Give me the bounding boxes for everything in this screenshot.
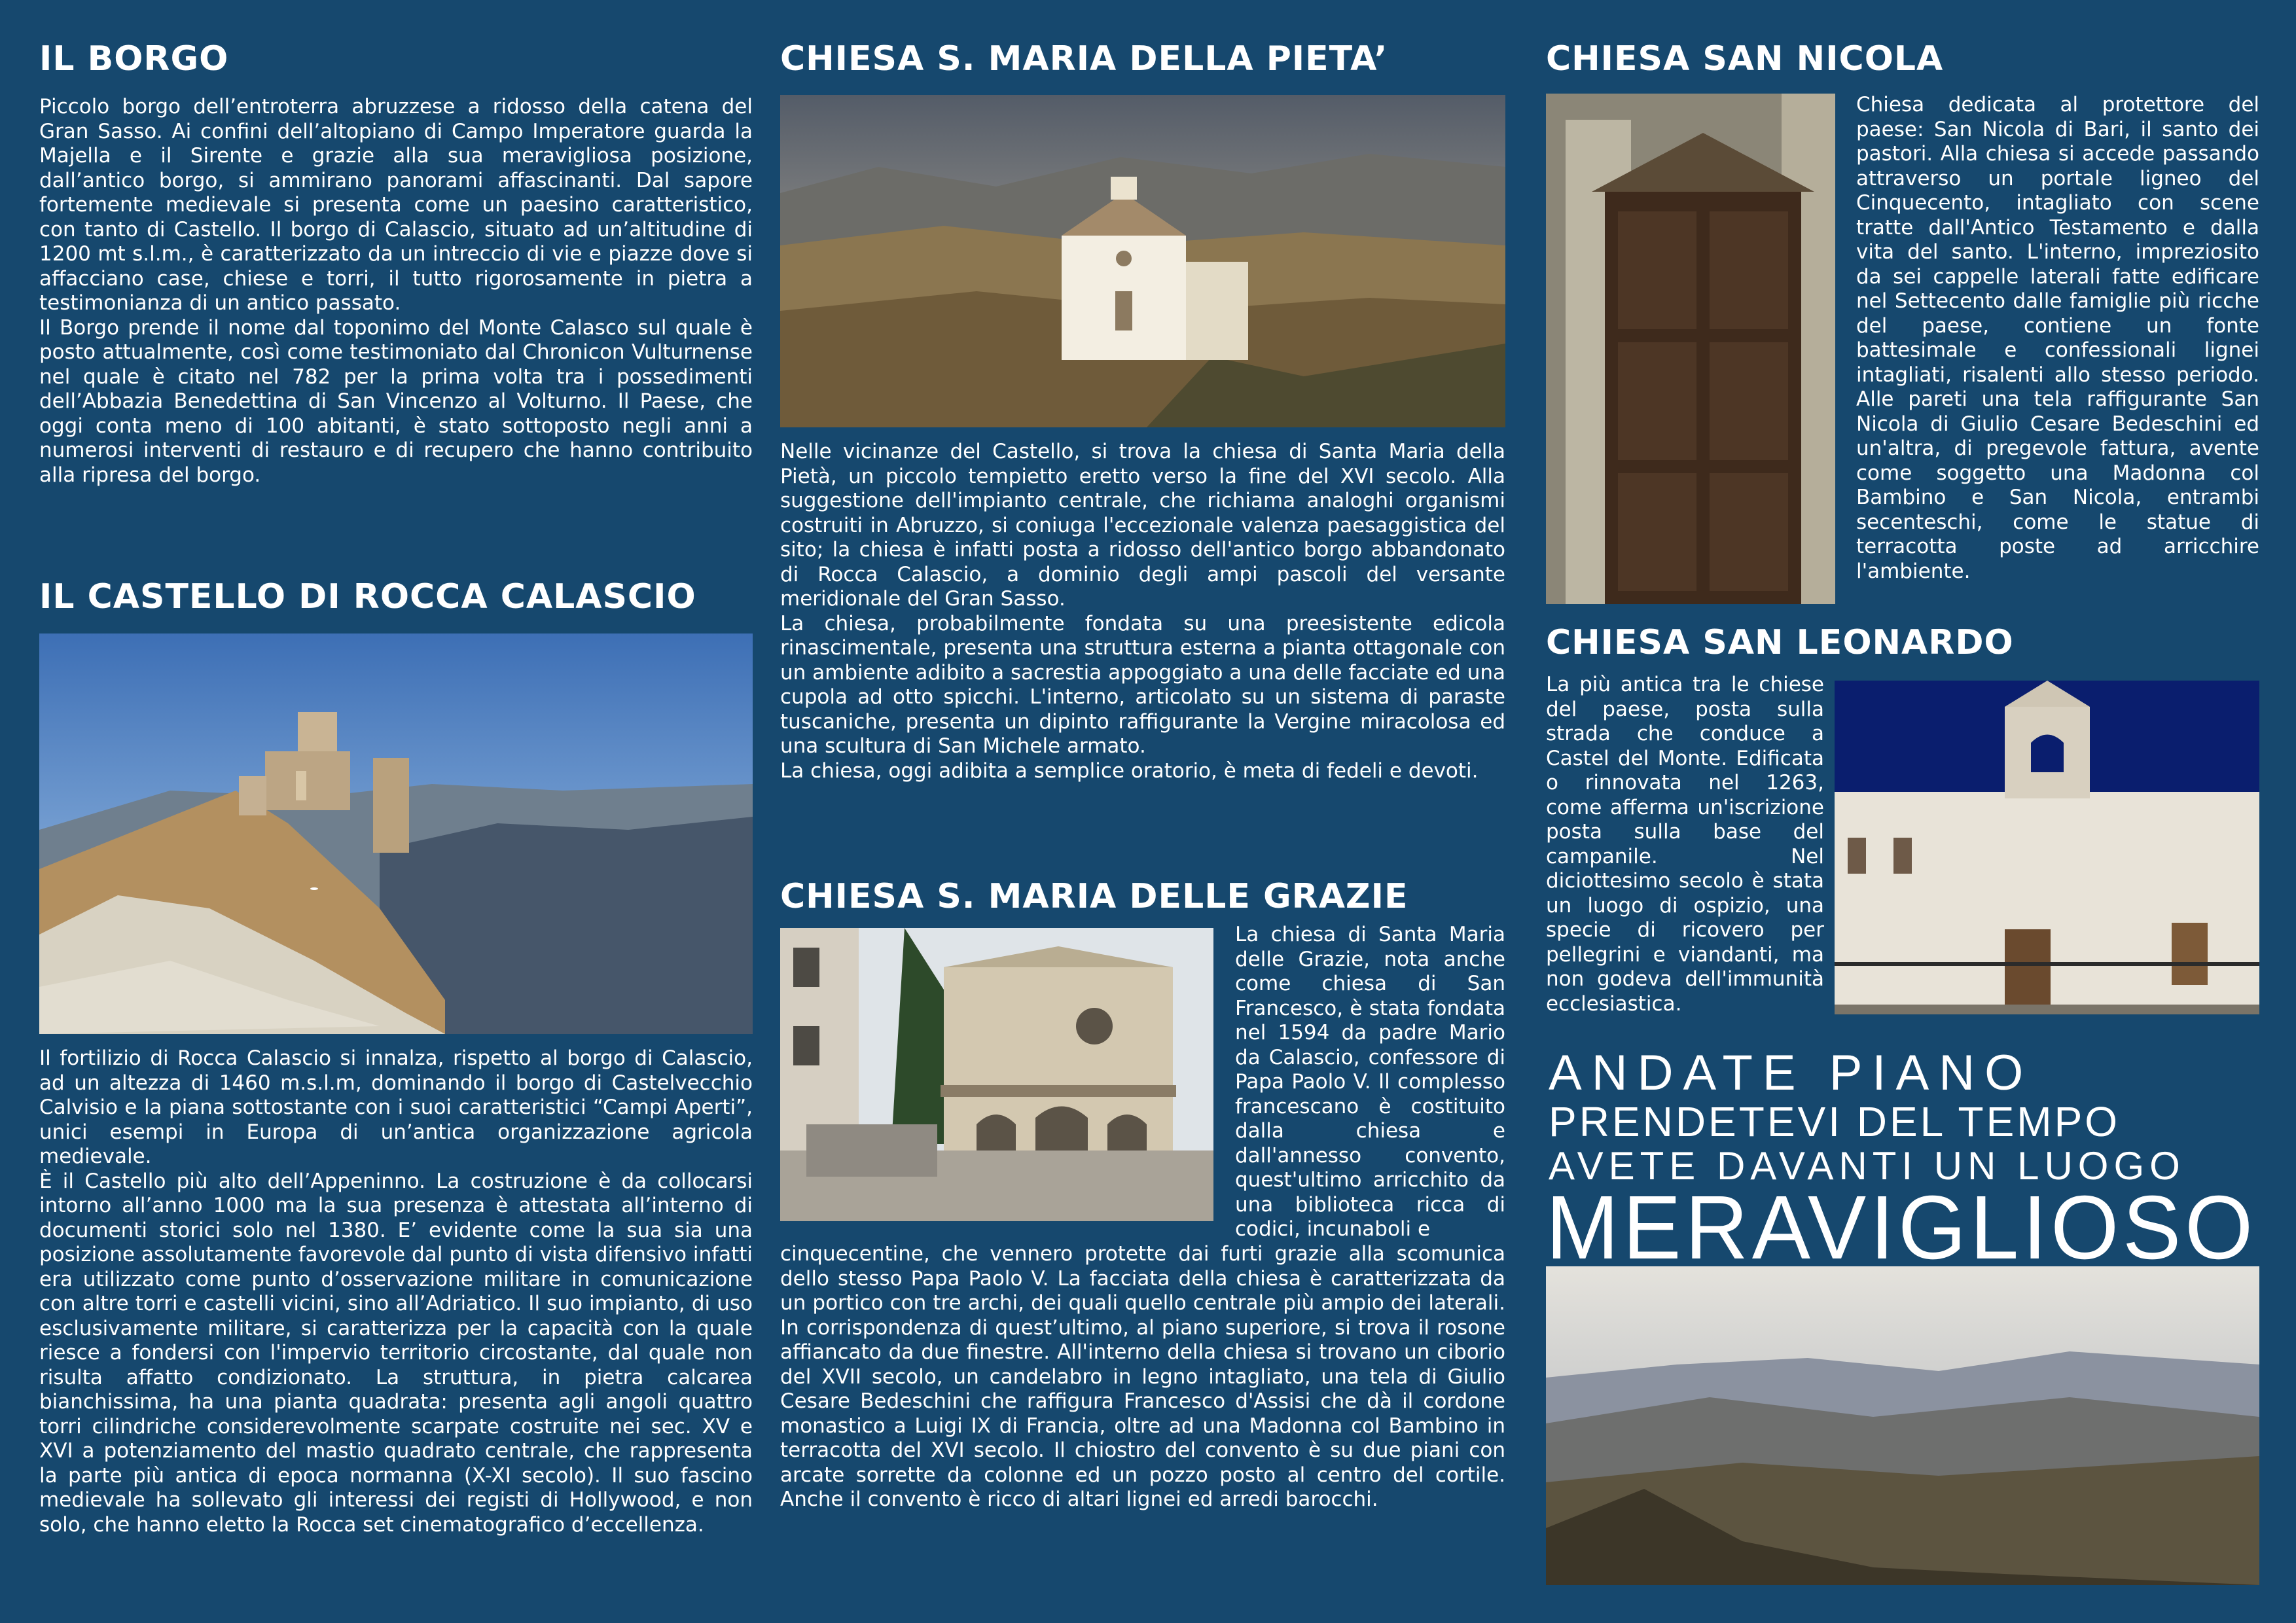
paragraph: Il fortilizio di Rocca Calascio si innalza, rispetto al borgo di Calascio, ad un altezza di 1460 m.s.l.m, dominando il borgo di Castelvecchio Calvisio e la piana sottostante con i suoi caratteristici “Campi Aperti”, unici esempi in Europa di un’antica organizzazione agricola medievale. bbox=[39, 1046, 753, 1168]
text-san-nicola bbox=[1856, 93, 2259, 584]
motto-line-4: MERAVIGLIOSO bbox=[1546, 1177, 2257, 1278]
san-nicola-door-photo bbox=[1546, 94, 1835, 604]
heading-castello: IL CASTELLO DI ROCCA CALASCIO bbox=[39, 577, 696, 616]
motto-line-3: AVETE DAVANTI UN LUOGO bbox=[1549, 1144, 2185, 1188]
paragraph: La chiesa di Santa Maria delle Grazie, nota anche come chiesa di San Francesco, è stata fondata nel 1594 da padre Mario da Calascio, confessore di Papa Paolo V. Il complesso francescano è costituito dalla chiesa e dall'annesso convento, quest'ultimo arricchito da una biblioteca ricca di codici, incunaboli e bbox=[1235, 923, 1505, 1241]
paragraph: Chiesa dedicata al protettore del paese: San Nicola di Bari, il santo dei pastori. Alla chiesa si accede passando attraverso un portale ligneo del Cinquecento, intagliato con scene tratte dall'Antico Testamento e dalla vita del santo. L'interno, impreziosito da sei cappelle laterali fatte edificare nel Settecento dalle famiglie più ricche del paese, contiene un fonte battesimale e confessionali lignei intagliati, risalenti allo stesso periodo. Alle pareti una tela raffigurante San Nicola di Giulio Cesare Bedeschini ed un'altra, di pregevole fattura, avente come soggetto una Madonna col Bambino e San Nicola, entrambi secenteschi, come le statue di terracotta poste ad arricchire l'ambiente. bbox=[1856, 93, 2259, 583]
column-left bbox=[39, 0, 753, 1623]
heading-il-borgo: IL BORGO bbox=[39, 39, 229, 79]
text-san-leonardo bbox=[1546, 673, 1824, 1016]
panorama-photo bbox=[1546, 1266, 2259, 1585]
paragraph: Piccolo borgo dell’entroterra abruzzese a ridosso della catena del Gran Sasso. Ai confini dell’altopiano di Campo Imperatore guarda la Majella e il Sirente e grazie alla sua meravigliosa posizione, dall’antico borgo, si ammirano panorami affascinanti. Dal sapore fortemente medievale si presenta come un paesino caratteristico, con tanto di Castello. Il borgo di Calascio, situato ad un’altitudine di 1200 mt s.l.m., è caratterizzato da un intreccio di vie e piazze dove si affacciano case, chiese e torri, il tutto rigorosamente in pietra a testimonianza di un antico passato. bbox=[39, 95, 753, 315]
column-middle bbox=[780, 0, 1505, 1623]
san-leonardo-church-photo bbox=[1835, 681, 2259, 1014]
text-grazie bbox=[780, 1242, 1505, 1512]
pieta-church-photo bbox=[780, 95, 1505, 427]
paragraph: La più antica tra le chiese del paese, posta sulla strada che conduce a Castel del Monte. Edificata o rinnovata nel 1263, come afferma un'iscrizione posta sulla base del campanile. Nel diciottesimo secolo è stata un luogo di ospizio, una specie di ricovero per pellegrini e viandanti, ma non godeva dell'immunità ecclesiastica. bbox=[1546, 673, 1824, 1016]
paragraph: La chiesa, probabilmente fondata su una preesistente edicola rinascimentale, presenta una struttura esterna a pianta ottagonale con un ambiente adibito a sacrestia appoggiato a una delle facciate ed una cupola ad otto spicchi. L'interno, articolato su un sistema di paraste tuscaniche, presenta un dipinto raffigurante la Vergine miracolosa ed una scultura di San Michele armato. bbox=[780, 611, 1505, 758]
heading-grazie: CHIESA S. MARIA DELLE GRAZIE bbox=[780, 877, 1408, 916]
heading-san-nicola: CHIESA SAN NICOLA bbox=[1546, 39, 1944, 79]
castle-photo bbox=[39, 633, 753, 1034]
paragraph: È il Castello più alto dell’Appeninno. La costruzione è da collocarsi intorno all’anno 1000 ma la sua presenza è attestata all’interno di documenti storici solo nel 1380. E’ evidente come la sua sia una posizione assolutamente favorevole dal punto di vista difensivo infatti era utilizzato come punto d’osservazione militare in comunicazione con altre torri e castelli vicini, sino all’Adriatico. Il suo impianto, di uso esclusivamente militare, si caratterizza per la capacità con la quale riesce a fondersi con l'impervio territorio circostante, dal quale non risulta affatto condizionato. La struttura, in pietra calcarea bianchissima, ha una pianta quadrata: presenta agli angoli quattro torri cilindriche considerevolmente scarpate costruite nei sec. XV e XVI a potenziamento del mastio quadrato centrale, che rappresenta la parte più antica di epoca normanna (X-XI secolo). Il suo fascino medievale ha sollevato gli interessi dei registi di Hollywood, e non solo, che hanno eletto la Rocca set cinematografico d’eccellenza. bbox=[39, 1169, 753, 1537]
text-grazie-side bbox=[1235, 923, 1505, 1242]
text-castello bbox=[39, 1046, 753, 1537]
heading-pieta: CHIESA S. MARIA DELLA PIETA’ bbox=[780, 39, 1388, 79]
motto-line-1: ANDATE PIANO bbox=[1549, 1045, 2034, 1101]
paragraph: Nelle vicinanze del Castello, si trova la chiesa di Santa Maria della Pietà, un piccolo tempietto eretto verso la fine del XVI secolo. Alla suggestione dell'impianto centrale, che richiama analoghi organismi costruiti in Abruzzo, si coniuga l'eccezionale valenza paesaggistica del sito; la chiesa è infatti posta a ridosso dell'antico borgo abbandonato di Rocca Calascio, a dominio degli ampi pascoli del versante meridionale del Gran Sasso. bbox=[780, 440, 1505, 611]
column-right bbox=[1546, 0, 2259, 1623]
text-il-borgo bbox=[39, 95, 753, 488]
motto-line-2: PRENDETEVI DEL TEMPO bbox=[1549, 1098, 2121, 1145]
grazie-church-photo bbox=[780, 928, 1213, 1221]
paragraph: cinquecentine, che vennero protette dai furti grazie alla scomunica dello stesso Papa Paolo V. La facciata della chiesa è caratterizzata da un portico con tre archi, dei quali quello centrale più ampio dei laterali. In corrispondenza di quest’ultimo, al piano superiore, si trova il rosone affiancato da due finestre. All'interno della chiesa si trovano un ciborio del XVII secolo, un candelabro in legno intagliato, una tela di Giulio Cesare Bedeschini che raffigura Francesco d'Assisi che dà il cordone monastico a Luigi IX di Francia, oltre ad una Madonna col Bambino in terracotta del XVI secolo. Il chiostro del convento è su due piani con arcate sorrette da colonne ed un pozzo posto al centro del cortile. Anche il convento è ricco di altari lignei ed arredi barocchi. bbox=[780, 1242, 1505, 1511]
paragraph: La chiesa, oggi adibita a semplice oratorio, è meta di fedeli e devoti. bbox=[780, 758, 1479, 783]
heading-san-leonardo: CHIESA SAN LEONARDO bbox=[1546, 623, 2014, 662]
paragraph: Il Borgo prende il nome dal toponimo del Monte Calasco sul quale è posto attualmente, così come testimoniato dal Chronicon Vulturnense nel quale è citato nel 782 per la prima volta tra i possedimenti dell’Abbazia Benedettina di San Vincenzo al Volturno. Il Paese, che oggi conta meno di 100 abitanti, è stato sottoposto negli anni a numerosi interventi di restauro e di recupero che hanno contribuito alla ripresa del borgo. bbox=[39, 315, 753, 487]
text-pieta bbox=[780, 440, 1505, 783]
